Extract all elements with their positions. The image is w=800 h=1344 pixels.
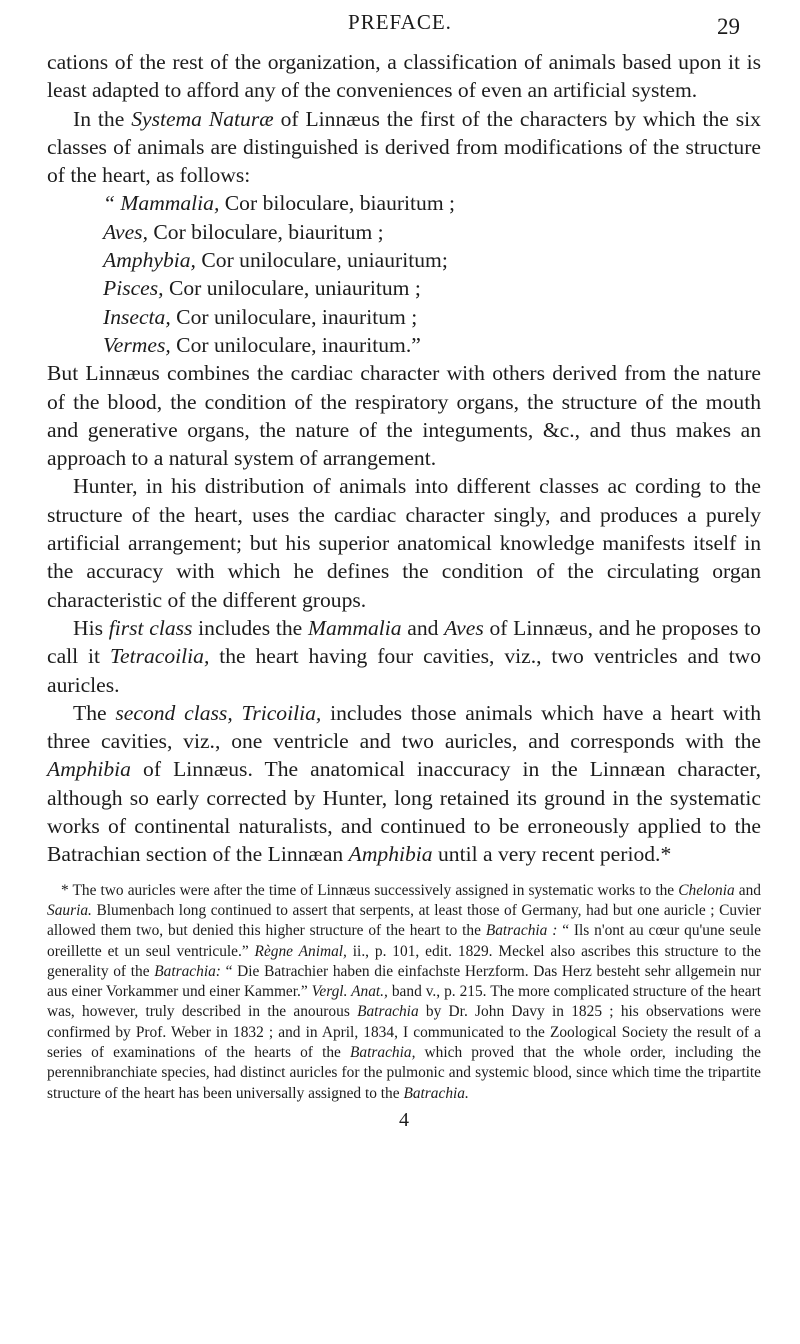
quote-line: Aves, Cor biloculare, biauritum ; [103, 219, 384, 244]
linnaeus-quote [103, 189, 761, 359]
page-header [0, 8, 800, 44]
paragraph-3: But Linnæus combines the cardiac character with others derived from the nature of the blood, the condition of the respiratory organs, the structure of the mouth and generative organs, the nature of the integuments, &c., and thus makes an approach to a natural system of arrangement. [47, 361, 761, 471]
quote-line: Insecta, Cor uniloculare, inauritum ; [103, 304, 418, 329]
footnote [47, 881, 761, 1104]
paragraph-1: cations of the rest of the organization, a classification of animals based upon it is least adapted to afford any of the conveniences of even an artificial system. [47, 50, 761, 103]
paragraph-2: In the Systema Naturæ of Linnæus the first of the characters by which the six classes of animals are distinguished is derived from modifications of the structure of the heart, as follows: [47, 106, 761, 188]
quote-line: Vermes, Cor uniloculare, inauritum.” [103, 332, 421, 357]
running-head: PREFACE. [348, 10, 452, 34]
paragraph-6: The second class, Tricoilia, includes those animals which have a heart with three cavities, viz., one ventricle and two auricles, and corresponds with the Amphibia of Linnæus. The anatomical inaccuracy in the Linnæan character, although so early corrected by Hunter, long retained its ground in the systematic works of continental naturalists, and continued to be erroneously applied to the Batrachian section of the Linnæan Amphibia until a very recent period.* [47, 700, 761, 867]
signature-mark: 4 [399, 1108, 409, 1131]
paragraph-5: His first class includes the Mammalia and Aves of Linnæus, and he proposes to call it Tetracoilia, the heart having four cavities, viz., two ventricles and two auricles. [47, 615, 761, 697]
footnote-text: * The two auricles were after the time of Linnæus successively assigned in systematic works to the Chelonia and Sauria. Blumenbach long continued to assert that serpents, at least those of Germany, had but one auricle ; Cuvier allowed them two, but denied this higher structure of the heart to the Batrachia : “ Ils n'ont au cœur qu'une seule oreillette et un seul ventricule.” Règne Animal, ii., p. 101, edit. 1829. Meckel also ascribes this structure to the generality of the Batrachia: “ Die Batrachier haben die einfachste Herzform. Das Herz besteht sehr allgemein nur aus einer Vorkammer und einer Kammer.” Vergl. Anat., band v., p. 215. The more complicated structure of the heart was, however, truly described in the anourous Batrachia by Dr. John Davy in 1825 ; his observations were confirmed by Prof. Weber in 1832 ; and in April, 1834, I communicated to the Zoological Society the result of a series of examinations of the hearts of the Batrachia, which proved that the whole order, including the perennibranchiate species, had distinct auricles for the pulmonic and systemic blood, since which time the tripartite structure of the heart has been universally assigned to the Batrachia. [47, 881, 762, 1102]
page-body [47, 48, 761, 1134]
paragraph-4: Hunter, in his distribution of animals into different classes ac cording to the structure of the heart, uses the cardiac character singly, and produces a purely artificial arrangement; but his superior anatomical knowledge manifests itself in the accuracy with which he defines the condition of the circulating organ characteristic of the different groups. [47, 474, 761, 612]
quote-line: Amphybia, Cor uniloculare, uniauritum; [103, 248, 448, 273]
quote-line: “ Mammalia, Cor biloculare, biauritum ; [103, 191, 456, 216]
page-number: 29 [717, 14, 740, 39]
quote-line: Pisces, Cor uniloculare, uniauritum ; [103, 276, 421, 301]
